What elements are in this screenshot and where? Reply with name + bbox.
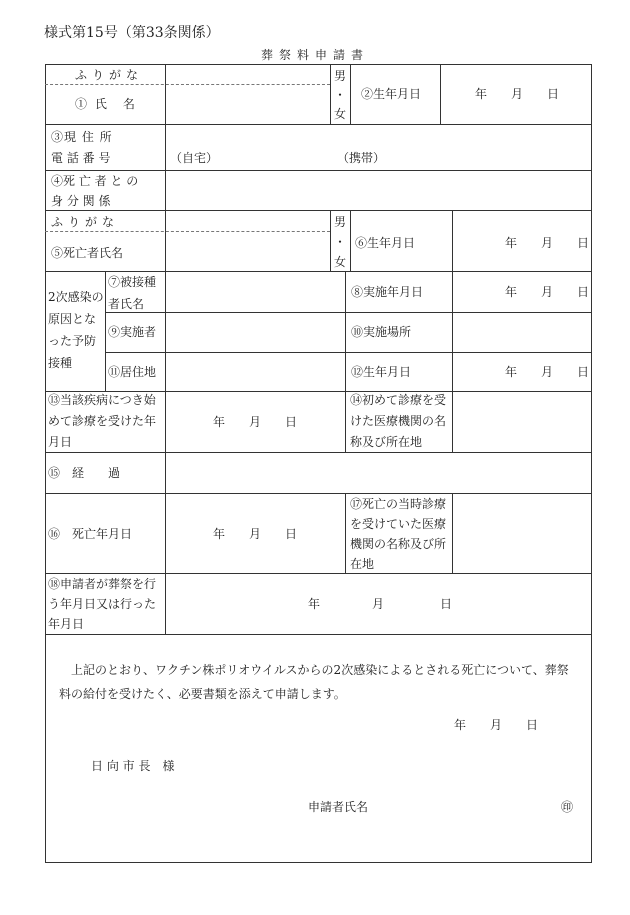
birth-label: ②生年月日 — [361, 87, 422, 101]
vaccination-date-placeholder[interactable]: 年 月 日 — [505, 285, 590, 299]
vaccination-date-label: ⑧実施年月日 — [351, 285, 424, 299]
funeral-date-label: ⑱申請者が葬祭を行う年月日又は行った年月日 — [48, 577, 157, 631]
secondary-cause-label: 2次感染の原因となった予防接種 — [48, 290, 104, 370]
form-number: 様式第15号（第33条関係） — [44, 25, 220, 41]
vaccinee-birth-label: ⑫生年月日 — [351, 365, 412, 379]
deceased-birth-label: ⑥生年月日 — [355, 236, 416, 250]
vaccinee-birth-date-placeholder[interactable]: 年 月 日 — [505, 365, 590, 379]
deceased-birth-date-placeholder[interactable]: 年 月 日 — [505, 236, 590, 250]
deceased-furigana-separator — [45, 231, 330, 232]
funeral-month[interactable]: 月 — [372, 597, 385, 611]
funeral-year[interactable]: 年 — [308, 597, 321, 611]
relation-label-2: 身 分 関 係 — [51, 194, 111, 208]
death-date-label: ⑯ 死亡年月日 — [48, 527, 133, 541]
furigana-separator — [45, 84, 330, 85]
funeral-day[interactable]: 日 — [440, 597, 453, 611]
first-treatment-date-placeholder[interactable]: 年 月 日 — [213, 415, 298, 429]
applicant-name-label: 申請者氏名 — [308, 800, 369, 814]
death-date-placeholder[interactable]: 年 月 日 — [213, 527, 298, 541]
home-phone-label: （自宅） — [170, 151, 219, 165]
seal-mark: ㊞ — [561, 800, 574, 814]
birth-date-placeholder[interactable]: 年 月 日 — [475, 87, 560, 101]
progress-label: ⑮ 経 過 — [48, 466, 121, 480]
relation-label-1: ④死 亡 者 と の — [51, 174, 139, 188]
sex-female[interactable]: 女 — [334, 107, 347, 121]
addressee: 日 向 市 長 様 — [91, 759, 175, 773]
vaccinee-name-label: ⑦被接種者氏名 — [108, 275, 157, 311]
application-form — [45, 64, 592, 863]
form-title: 葬祭料申請書 — [260, 48, 369, 62]
phone-label: 電 話 番 号 — [51, 151, 111, 165]
address-label: ③現 住 所 — [51, 130, 113, 144]
death-institution-label: ⑰死亡の当時診療を受けていた医療機関の名称及び所在地 — [350, 497, 447, 571]
declaration-date[interactable]: 年 月 日 — [454, 718, 539, 732]
deceased-name-label: ⑤死亡者氏名 — [51, 246, 124, 260]
name-label: ① 氏 名 — [75, 97, 137, 111]
mobile-phone-label: （携帯） — [337, 151, 386, 165]
deceased-sex-male[interactable]: 男 — [334, 215, 347, 229]
furigana-label: ふりがな — [75, 68, 144, 82]
sex-separator: ・ — [334, 88, 347, 102]
first-institution-label: ⑭初めて診療を受けた医療機関の名称及び所在地 — [350, 393, 447, 449]
first-treatment-date-label: ⑬当該疾病につき始めて診療を受けた年月日 — [48, 393, 157, 449]
administrator-label: ⑨実施者 — [108, 325, 157, 339]
residence-label: ⑪居住地 — [108, 365, 157, 379]
sex-male[interactable]: 男 — [334, 69, 347, 83]
declaration-text: 上記のとおり、ワクチン株ポリオウイルスからの2次感染によるとされる死亡について、葬祭料の給付を受けたく、必要書類を添えて申請します。 — [59, 663, 569, 701]
deceased-furigana-label: ふりがな — [51, 215, 120, 229]
deceased-sex-separator: ・ — [334, 235, 347, 249]
place-label: ⑩実施場所 — [351, 325, 412, 339]
deceased-sex-female[interactable]: 女 — [334, 255, 347, 269]
